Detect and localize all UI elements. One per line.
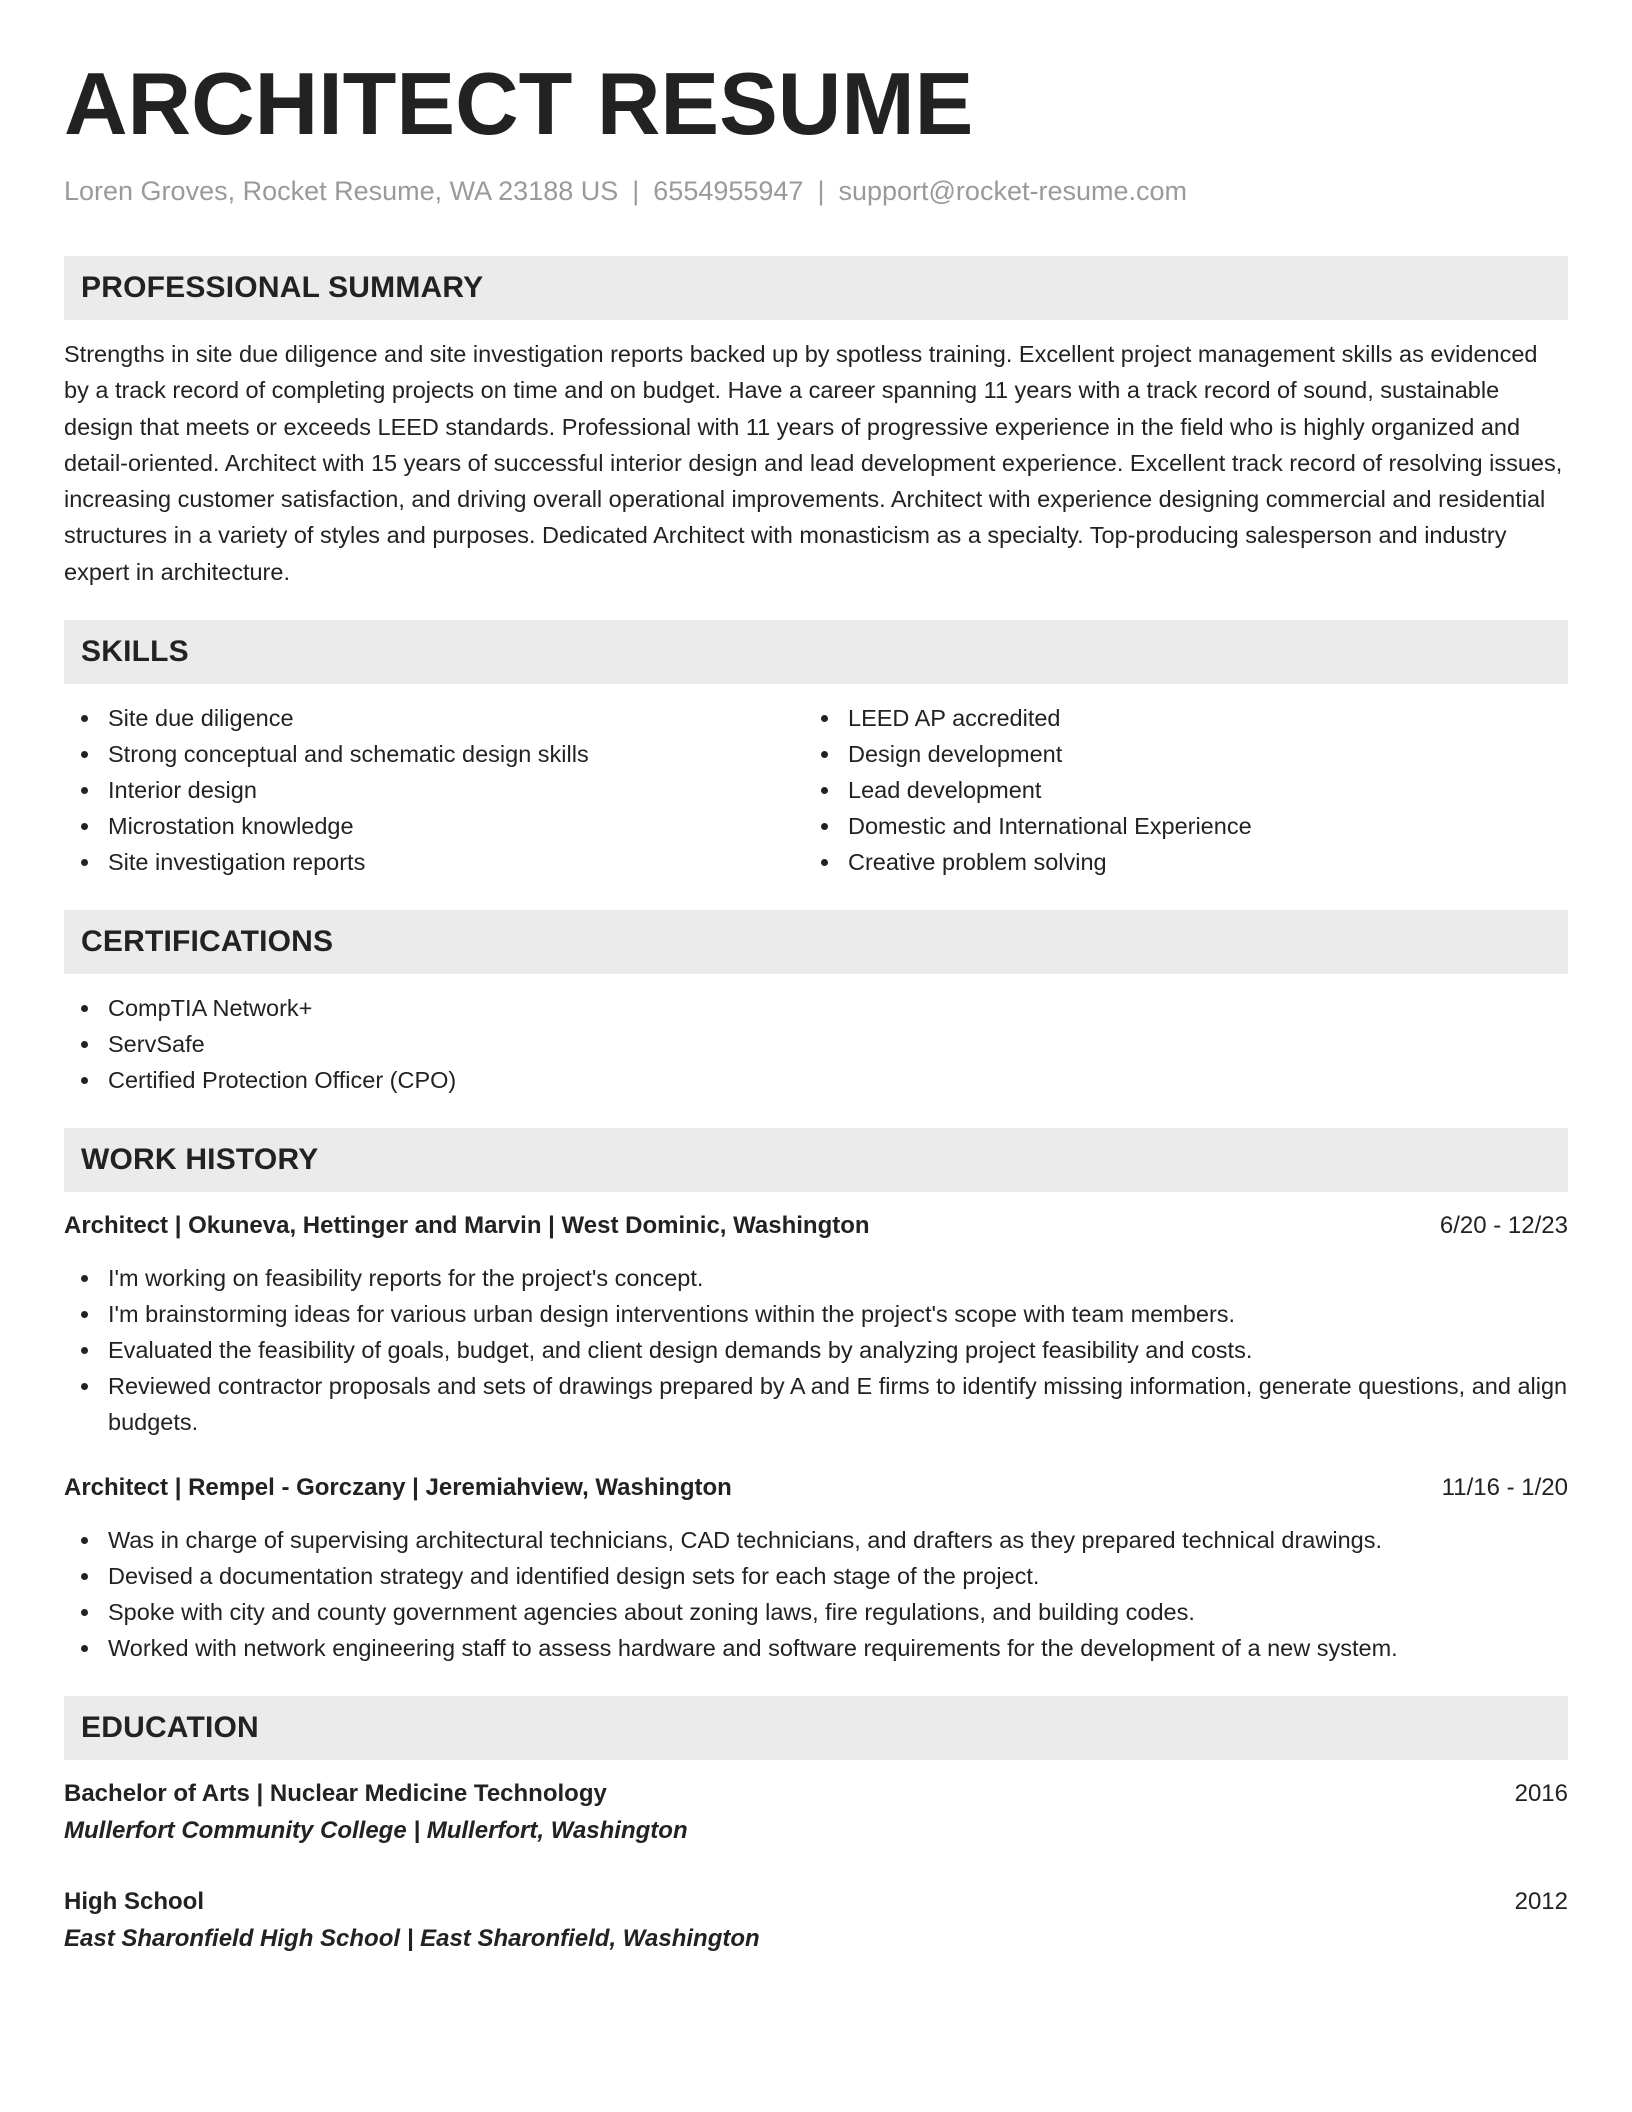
skill-item: Interior design [64,772,804,808]
contact-email: support@rocket-resume.com [838,176,1187,206]
job-entry [64,1208,1568,1440]
education-year: 2012 [1514,1888,1568,1916]
education-heading: EDUCATION [64,1696,1568,1760]
job-header [64,1470,1568,1506]
skill-item: Site due diligence [64,700,804,736]
job-entry [64,1470,1568,1666]
education-year: 2016 [1514,1780,1568,1808]
education-degree: High School [64,1888,204,1916]
job-bullet: I'm brainstorming ideas for various urban design interventions within the project's scope with team members. [64,1296,1568,1332]
education-entry [64,1776,1568,1850]
job-bullet: Worked with network engineering staff to assess hardware and software requirements for the development of a new system. [64,1630,1568,1666]
education-entry [64,1884,1568,1958]
contact-separator: | [817,176,825,206]
job-dates: 6/20 - 12/23 [1439,1212,1568,1240]
job-bullet: Was in charge of supervising architectural technicians, CAD technicians, and drafters as they prepared technical drawings. [64,1522,1568,1558]
job-title: Architect | Okuneva, Hettinger and Marvin | West Dominic, Washington [64,1212,870,1240]
skill-item: LEED AP accredited [804,700,1544,736]
contact-line [64,174,1568,208]
job-header [64,1208,1568,1244]
skill-item: Creative problem solving [804,844,1544,880]
skills-grid [64,700,1568,880]
contact-phone: 6554955947 [653,176,804,206]
certifications-heading: CERTIFICATIONS [64,910,1568,974]
certifications-list [64,990,1568,1098]
summary-text: Strengths in site due diligence and site investigation reports backed up by spotless training. Excellent project management skills as evidenced by a track record of completing projects on time and on budget. Have a career spanning 11 years with a track record of sound, sustainable design that meets or exceeds LEED standards. Professional with 11 years of progressive experience in the field who is highly organized and detail-oriented. Architect with 15 years of successful interior design and lead development experience. Excellent track record of resolving issues, increasing customer satisfaction, and driving overall operational improvements. Architect with experience designing commercial and residential structures in a variety of styles and purposes. Dedicated Architect with monasticism as a specialty. Top-producing salesperson and industry expert in architecture. [64,341,1563,585]
job-title: Architect | Rempel - Gorczany | Jeremiahview, Washington [64,1474,732,1502]
education-school: Mullerfort Community College | Mullerfort, Washington [64,1817,688,1845]
job-bullet-list [64,1260,1568,1440]
skills-heading: SKILLS [64,620,1568,684]
job-dates: 11/16 - 1/20 [1441,1474,1568,1502]
certification-item: CompTIA Network+ [64,990,1568,1026]
education-header [64,1884,1568,1920]
resume-title: ARCHITECT RESUME [64,54,974,153]
job-bullet: Spoke with city and county government agencies about zoning laws, fire regulations, and building codes. [64,1594,1568,1630]
skill-item: Design development [804,736,1544,772]
skills-list-right [804,700,1544,880]
certification-item: ServSafe [64,1026,1568,1062]
job-bullet: I'm working on feasibility reports for the project's concept. [64,1260,1568,1296]
education-school: East Sharonfield High School | East Sharonfield, Washington [64,1925,760,1953]
contact-address: Loren Groves, Rocket Resume, WA 23188 US [64,176,619,206]
job-bullet: Reviewed contractor proposals and sets of drawings prepared by A and E firms to identify missing information, generate questions, and align budgets. [64,1368,1568,1440]
skill-item: Site investigation reports [64,844,804,880]
job-bullet: Evaluated the feasibility of goals, budget, and client design demands by analyzing project feasibility and costs. [64,1332,1568,1368]
skills-list-left [64,700,804,880]
certification-item: Certified Protection Officer (CPO) [64,1062,1568,1098]
contact-separator: | [632,176,640,206]
education-degree: Bachelor of Arts | Nuclear Medicine Technology [64,1780,607,1808]
skill-item: Microstation knowledge [64,808,804,844]
skill-item: Strong conceptual and schematic design skills [64,736,804,772]
skill-item: Domestic and International Experience [804,808,1544,844]
skill-item: Lead development [804,772,1544,808]
job-bullet-list [64,1522,1568,1666]
work-history-heading: WORK HISTORY [64,1128,1568,1192]
education-header [64,1776,1568,1812]
summary-heading: PROFESSIONAL SUMMARY [64,256,1568,320]
job-bullet: Devised a documentation strategy and identified design sets for each stage of the project. [64,1558,1568,1594]
